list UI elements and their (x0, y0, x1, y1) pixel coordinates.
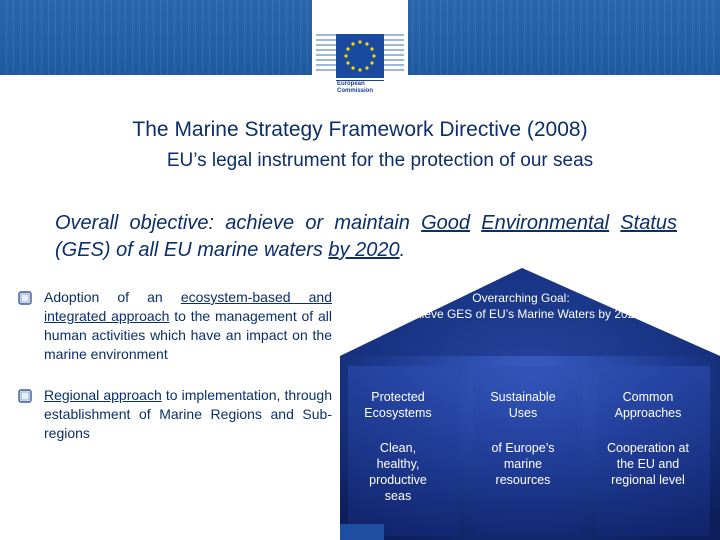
pillar-sustainable-uses: Sustainable Uses (490, 390, 556, 420)
pillar-common-approaches: Common Approaches (614, 390, 682, 420)
eu-flag-corner (340, 524, 384, 540)
pillar-clean-seas: Clean, healthy, productive seas (369, 441, 427, 503)
slide-title: The Marine Strategy Framework Directive (2008) (132, 118, 588, 141)
overarching-goal: Overarching Goal: Achieve GES of EU’s Marine Waters by 2020 (400, 291, 642, 321)
bullet-box-icon (18, 291, 32, 305)
logo-caption: European Commission (337, 81, 374, 94)
slide-subtitle: EU’s legal instrument for the protection of our seas (166, 150, 594, 171)
bullet-ecosystem-approach: Adoption of an ecosystem-based and integrated approach to the management of all human activities which have an impact on the marine environment (18, 288, 332, 364)
bullet-list (18, 288, 332, 465)
pillar-protected-ecosystems: Protected Ecosystems (364, 390, 432, 420)
overall-objective: Overall objective: achieve or maintain Good Environmental Status (GES) of all EU marine waters by 2020. (55, 212, 677, 261)
bullet-box-icon (18, 389, 32, 403)
bullet-regional-approach: Regional approach to implementation, through establishment of Marine Regions and Sub-regions (18, 386, 332, 443)
pillar-marine-resources: of Europe’s marine resources (491, 441, 555, 487)
pillar-cooperation: Cooperation at the EU and regional level (606, 441, 689, 487)
